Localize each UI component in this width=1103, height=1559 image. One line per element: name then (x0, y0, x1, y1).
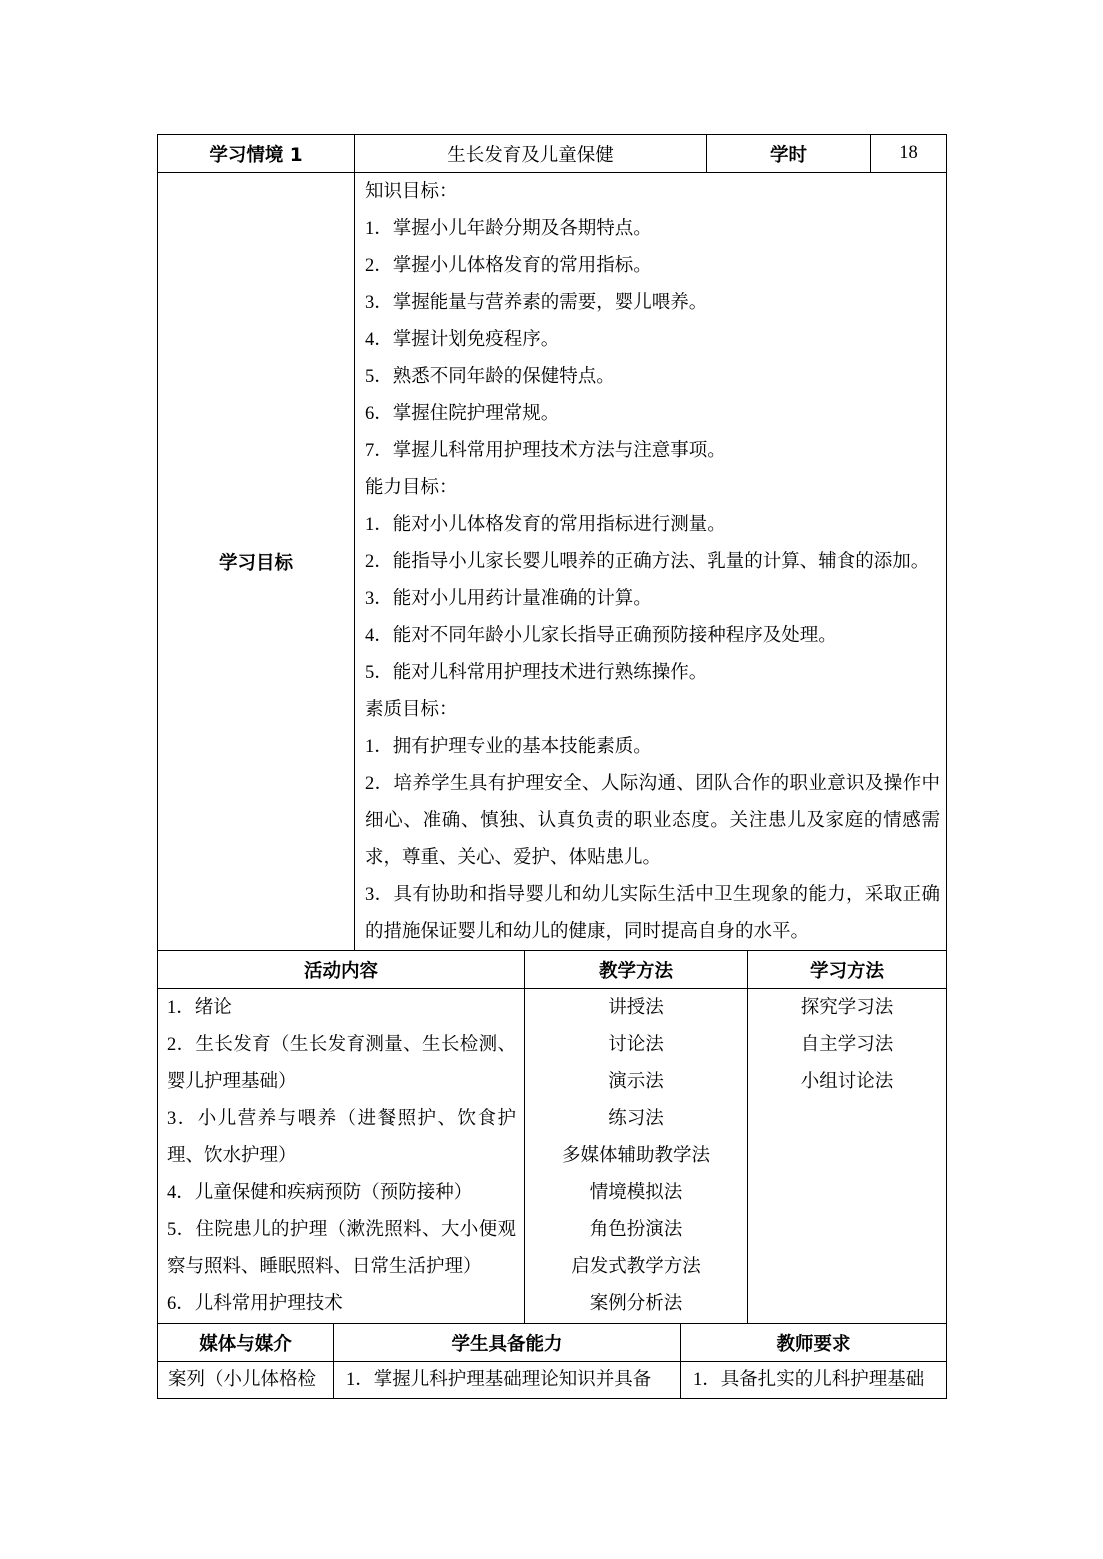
media-cell (158, 1362, 334, 1399)
knowledge-objective-item: 5．熟悉不同年龄的保健特点。 (365, 367, 615, 387)
activity-content-header: 活动内容 (158, 951, 525, 989)
activity-item: 4．儿童保健和疾病预防（预防接种） (167, 1183, 473, 1203)
activity-item: 2．生长发育（生长发育测量、生长检测、婴儿护理基础） (167, 1035, 516, 1092)
resources-header-row (158, 1324, 947, 1362)
activity-item: 5．住院患儿的护理（漱洗照料、大小便观察与照料、睡眠照料、日常生活护理） (167, 1220, 516, 1277)
quality-objectives-heading: 素质目标： (365, 700, 458, 720)
learning-methods-cell (748, 989, 947, 1324)
objectives-row (158, 173, 947, 951)
context-objectives-table (157, 134, 947, 951)
ability-objective-item: 1．能对小儿体格发育的常用指标进行测量。 (365, 515, 726, 535)
teaching-methods-list (525, 989, 747, 1323)
teaching-method-item: 情境模拟法 (589, 1183, 683, 1203)
context-title-cell: 生长发育及儿童保健 (355, 135, 707, 173)
activities-header-row (158, 951, 947, 989)
knowledge-objective-item: 1．掌握小儿年龄分期及各期特点。 (365, 219, 652, 239)
teaching-method-item: 演示法 (608, 1072, 664, 1092)
activities-content-row (158, 989, 947, 1324)
ability-objective-item: 3．能对小儿用药计量准确的计算。 (365, 589, 652, 609)
teaching-method-item: 角色扮演法 (589, 1220, 683, 1240)
header-row (158, 135, 947, 173)
knowledge-objective-item: 6．掌握住院护理常规。 (365, 404, 560, 424)
teaching-methods-cell (525, 989, 748, 1324)
student-ability-text: 1．掌握儿科护理基础理论知识并具备 (346, 1370, 652, 1390)
activity-item: 6．儿科常用护理技术 (167, 1294, 343, 1314)
teacher-requirement-header: 教师要求 (681, 1324, 947, 1362)
student-ability-header: 学生具备能力 (334, 1324, 681, 1362)
ability-objective-item: 2．能指导小儿家长婴儿喂养的正确方法、乳量的计算、辅食的添加。 (365, 552, 930, 572)
teaching-method-item: 案例分析法 (589, 1294, 683, 1314)
quality-objective-item: 3．具有协助和指导婴儿和幼儿实际生活中卫生现象的能力，采取正确的措施保证婴儿和幼儿的健康，同时提高自身的水平。 (365, 885, 940, 942)
learning-method-item: 自主学习法 (800, 1035, 894, 1055)
resources-content-row (158, 1362, 947, 1399)
teaching-method-item: 讨论法 (608, 1035, 664, 1055)
objectives-body (355, 173, 946, 950)
knowledge-objective-item: 2．掌握小儿体格发育的常用指标。 (365, 256, 652, 276)
activities-table (157, 950, 947, 1324)
quality-objective-item: 1．拥有护理专业的基本技能素质。 (365, 737, 652, 757)
teaching-method-item: 练习法 (608, 1109, 664, 1129)
teaching-method-item: 启发式教学方法 (571, 1257, 701, 1277)
activity-item: 1．绪论 (167, 998, 232, 1018)
teaching-method-item: 多媒体辅助教学法 (561, 1146, 710, 1166)
ability-objective-item: 4．能对不同年龄小儿家长指导正确预防接种程序及处理。 (365, 626, 837, 646)
media-header: 媒体与媒介 (158, 1324, 334, 1362)
teaching-methods-header: 教学方法 (525, 951, 748, 989)
hours-value-cell: 18 (871, 135, 947, 173)
teacher-requirement-text: 1．具备扎实的儿科护理基础 (693, 1370, 925, 1390)
learning-methods-header: 学习方法 (748, 951, 947, 989)
teaching-method-item: 讲授法 (608, 998, 664, 1018)
activity-content-list (158, 989, 524, 1323)
learning-method-item: 探究学习法 (800, 998, 894, 1018)
hours-label-cell: 学时 (707, 135, 871, 173)
learning-context-table (157, 134, 946, 1399)
ability-objective-item: 5．能对儿科常用护理技术进行熟练操作。 (365, 663, 708, 683)
knowledge-objective-item: 7．掌握儿科常用护理技术方法与注意事项。 (365, 441, 726, 461)
media-text: 案列（小儿体格检 (168, 1370, 317, 1390)
student-ability-cell (334, 1362, 681, 1399)
activity-item: 3．小儿营养与喂养（进餐照护、饮食护理、饮水护理） (167, 1109, 516, 1166)
knowledge-objective-item: 3．掌握能量与营养素的需要，婴儿喂养。 (365, 293, 708, 313)
knowledge-objectives-heading: 知识目标： (365, 182, 458, 202)
activity-content-cell (158, 989, 525, 1324)
learning-method-item: 小组讨论法 (800, 1072, 894, 1092)
knowledge-objective-item: 4．掌握计划免疫程序。 (365, 330, 560, 350)
learning-methods-list (748, 989, 946, 1323)
objectives-label-cell: 学习目标 (158, 173, 355, 951)
teacher-requirement-cell (681, 1362, 947, 1399)
ability-objectives-heading: 能力目标： (365, 478, 458, 498)
context-label-cell: 学习情境 1 (158, 135, 355, 173)
resources-table (157, 1323, 947, 1399)
quality-objective-item: 2．培养学生具有护理安全、人际沟通、团队合作的职业意识及操作中细心、准确、慎独、认真负责的职业态度。关注患儿及家庭的情感需求，尊重、关心、爱护、体贴患儿。 (365, 774, 940, 868)
objectives-content-cell (355, 173, 947, 951)
